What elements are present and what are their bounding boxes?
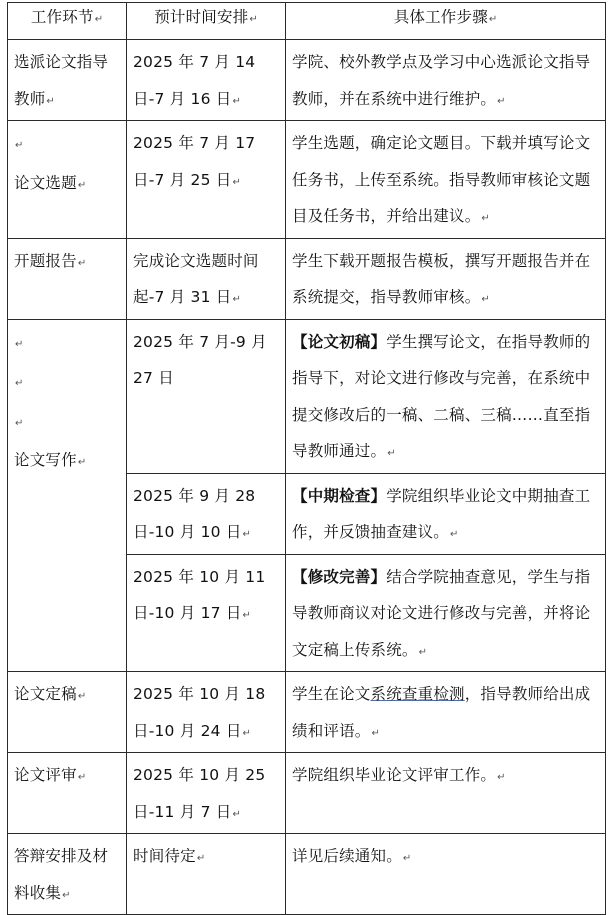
paragraph-mark-icon: ↵ xyxy=(488,14,498,25)
time-cell xyxy=(127,121,286,239)
stage-cell xyxy=(8,40,127,121)
stage-cell xyxy=(8,121,127,239)
paragraph-mark-icon: ↵ xyxy=(15,378,24,389)
time-text: 2025 年 10 月 11 日-10 月 17 日 xyxy=(133,567,266,622)
table-row xyxy=(8,238,606,319)
paragraph-mark-icon: ↵ xyxy=(94,14,104,25)
steps-cell xyxy=(286,238,606,319)
steps-text: 学院、校外教学点及学习中心选派论文指导教师，并在系统中进行维护。 xyxy=(292,53,591,108)
paragraph-mark-icon: ↵ xyxy=(46,95,55,107)
time-cell xyxy=(127,753,286,834)
steps-cell xyxy=(286,554,606,672)
stage-cell xyxy=(8,753,127,834)
stage-text: 论文选题 xyxy=(14,173,77,192)
table-row xyxy=(8,319,606,473)
table-row xyxy=(8,753,606,834)
paragraph-mark-icon: ↵ xyxy=(77,257,87,269)
paragraph-mark-icon: ↵ xyxy=(242,727,251,739)
time-cell xyxy=(127,473,286,554)
time-text: 2025 年 9 月 28 日-10 月 10 日 xyxy=(133,486,256,541)
time-cell xyxy=(127,554,286,672)
paragraph-mark-icon: ↵ xyxy=(232,95,241,107)
time-cell xyxy=(127,672,286,753)
table-row xyxy=(8,121,606,239)
steps-cell xyxy=(286,121,606,239)
table-row xyxy=(8,834,606,915)
table-row xyxy=(8,672,606,753)
stage-cell xyxy=(8,672,127,753)
stage-text: 选派论文指导教师 xyxy=(14,53,109,108)
time-text: 2025 年 7 月-9 月 27 日 xyxy=(133,332,267,387)
steps-cell xyxy=(286,753,606,834)
paragraph-mark-icon: ↵ xyxy=(196,853,206,864)
paragraph-mark-icon: ↵ xyxy=(402,853,412,864)
paragraph-mark-icon: ↵ xyxy=(249,14,258,25)
paragraph-mark-icon: ↵ xyxy=(418,646,427,658)
time-text: 完成论文选题时间起-7 月 31 日 xyxy=(133,251,259,306)
steps-text: 详见后续通知。 xyxy=(292,847,402,865)
steps-text: 学院组织毕业论文中期抽查工作，并反馈抽查建议。 xyxy=(292,486,591,541)
steps-tag: 【中期检查】 xyxy=(292,486,387,505)
steps-text: 结合学院抽查意见，学生与指导教师商议对论文进行修改与完善，并将论文定稿上传系统。 xyxy=(292,567,591,659)
schedule-table xyxy=(7,2,606,915)
paragraph-mark-icon: ↵ xyxy=(481,213,490,224)
stage-text: 论文定稿 xyxy=(14,685,77,703)
stage-text: 论文评审 xyxy=(14,766,77,784)
paragraph-mark-icon: ↵ xyxy=(497,95,506,107)
stage-cell xyxy=(8,319,127,672)
paragraph-mark-icon: ↵ xyxy=(371,727,380,739)
header-steps: 具体工作步骤 xyxy=(393,8,488,26)
paragraph-mark-icon: ↵ xyxy=(15,338,24,350)
paragraph-mark-icon: ↵ xyxy=(232,808,241,820)
stage-text: 答辩安排及材料收集 xyxy=(14,847,109,902)
steps-text-after: ，指导教师给出成绩和评语。 xyxy=(292,685,591,740)
time-cell xyxy=(127,238,286,319)
steps-text-before: 学生在论文 xyxy=(292,685,371,703)
paragraph-mark-icon: ↵ xyxy=(497,772,506,783)
paragraph-mark-icon: ↵ xyxy=(77,772,87,783)
paragraph-mark-icon: ↵ xyxy=(232,294,241,305)
paragraph-mark-icon: ↵ xyxy=(242,610,251,621)
steps-cell xyxy=(286,40,606,121)
paragraph-mark-icon: ↵ xyxy=(232,176,241,188)
paragraph-mark-icon: ↵ xyxy=(481,294,490,305)
steps-cell xyxy=(286,672,606,753)
stage-text: 开题报告 xyxy=(14,251,77,270)
paragraph-mark-icon: ↵ xyxy=(387,448,396,459)
steps-text: 学院组织毕业论文评审工作。 xyxy=(292,766,497,784)
steps-cell xyxy=(286,834,606,915)
time-cell xyxy=(127,40,286,121)
header-stage: 工作环节 xyxy=(30,8,94,26)
time-text: 2025 年 10 月 25 日-11 月 7 日 xyxy=(133,766,266,821)
steps-text: 学生撰写论文，在指导教师的指导下，对论文进行修改与完善，在系统中提交修改后的一稿、二稿、三稿……直至指导教师通过。 xyxy=(292,332,591,460)
time-text: 时间待定 xyxy=(133,847,196,865)
paragraph-mark-icon: ↵ xyxy=(450,529,459,540)
paragraph-mark-icon: ↵ xyxy=(15,140,24,151)
time-cell xyxy=(127,319,286,473)
paragraph-mark-icon: ↵ xyxy=(77,691,87,702)
header-cell-steps xyxy=(286,3,606,40)
steps-cell xyxy=(286,319,606,473)
steps-text-underlined: 系统查重检测 xyxy=(370,685,465,703)
header-row xyxy=(8,3,606,40)
header-time: 预计时间安排 xyxy=(154,8,249,26)
steps-text: 学生选题，确定论文题目。下载并填写论文任务书，上传至系统。指导教师审核论文题目及任务书，并给出建议。 xyxy=(292,134,591,225)
time-text: 2025 年 7 月 17 日-7 月 25 日 xyxy=(133,134,256,189)
paragraph-mark-icon: ↵ xyxy=(242,529,251,540)
table-row xyxy=(8,40,606,121)
paragraph-mark-icon: ↵ xyxy=(77,179,87,191)
paragraph-mark-icon: ↵ xyxy=(15,417,24,429)
stage-cell xyxy=(8,834,127,915)
time-cell xyxy=(127,834,286,915)
time-text: 2025 年 7 月 14 日-7 月 16 日 xyxy=(133,53,256,108)
time-text: 2025 年 10 月 18 日-10 月 24 日 xyxy=(133,685,266,740)
paragraph-mark-icon: ↵ xyxy=(62,889,71,901)
stage-cell xyxy=(8,238,127,319)
steps-cell xyxy=(286,473,606,554)
steps-text: 学生下载开题报告模板，撰写开题报告并在系统提交，指导教师审核。 xyxy=(292,251,591,306)
steps-tag: 【修改完善】 xyxy=(292,567,387,586)
stage-text: 论文写作 xyxy=(14,451,77,469)
header-cell-stage xyxy=(8,3,127,40)
paragraph-mark-icon: ↵ xyxy=(77,457,87,468)
header-cell-time xyxy=(127,3,286,40)
steps-tag: 【论文初稿】 xyxy=(292,332,387,351)
